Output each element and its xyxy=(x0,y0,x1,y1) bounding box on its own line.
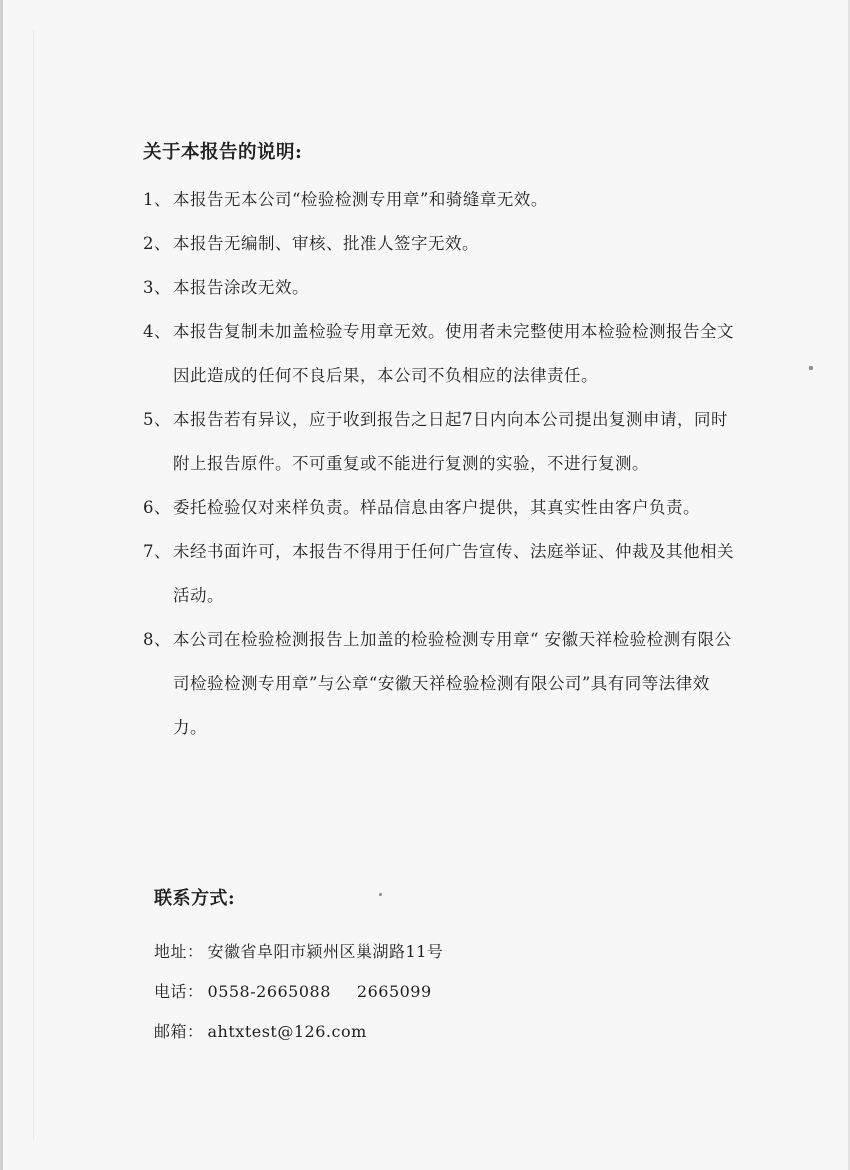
scan-speck xyxy=(809,366,813,370)
phone-label: 电话： xyxy=(154,982,204,1001)
email-value: ahtxtest@126.com xyxy=(207,1022,367,1041)
note-number: 3、 xyxy=(143,278,171,297)
contact-heading: 联系方式: xyxy=(154,888,236,909)
note-text: 委托检验仅对来样负责。样品信息由客户提供，其真实性由客户负责。 xyxy=(173,498,700,517)
note-text: 未经书面许可，本报告不得用于任何广告宣传、法庭举证、仲裁及其他相关活动。 xyxy=(173,542,734,605)
note-item-2 xyxy=(143,222,743,266)
note-item-7 xyxy=(143,530,743,618)
contact-email xyxy=(154,1012,443,1052)
note-number: 4、 xyxy=(143,322,171,341)
note-item-1 xyxy=(143,178,743,222)
note-item-6 xyxy=(143,486,743,530)
note-number: 8、 xyxy=(143,630,171,649)
note-text: 本报告无编制、审核、批准人签字无效。 xyxy=(173,234,479,253)
notes-list xyxy=(143,178,743,750)
contact-phone xyxy=(154,972,443,1012)
contact-list xyxy=(154,932,443,1052)
notes-heading: 关于本报告的说明: xyxy=(143,142,303,163)
note-item-3 xyxy=(143,266,743,310)
note-text: 本公司在检验检测报告上加盖的检验检测专用章“ 安徽天祥检验检测有限公司检验检测专用章”与公章“安徽天祥检验检测有限公司”具有同等法律效力。 xyxy=(173,630,732,737)
note-item-8 xyxy=(143,618,743,750)
phone-value-2: 2665099 xyxy=(356,982,432,1001)
note-item-4 xyxy=(143,310,743,398)
note-number: 5、 xyxy=(143,410,171,429)
note-number: 1、 xyxy=(143,190,171,209)
note-number: 2、 xyxy=(143,234,171,253)
note-item-5 xyxy=(143,398,743,486)
email-label: 邮箱： xyxy=(154,1022,204,1041)
note-text: 本报告复制未加盖检验专用章无效。使用者未完整使用本检验检测报告全文因此造成的任何不良后果，本公司不负相应的法律责任。 xyxy=(173,322,734,385)
scan-speck xyxy=(379,893,382,896)
page-fold-line xyxy=(33,30,34,1140)
address-value: 安徽省阜阳市颍州区巢湖路11号 xyxy=(207,942,444,961)
note-number: 7、 xyxy=(143,542,171,561)
note-text: 本报告无本公司“检验检测专用章”和骑缝章无效。 xyxy=(173,190,548,209)
address-label: 地址： xyxy=(154,942,204,961)
note-text: 本报告涂改无效。 xyxy=(173,278,309,297)
note-text: 本报告若有异议，应于收到报告之日起7日内向本公司提出复测申请，同时附上报告原件。不可重复或不能进行复测的实验，不进行复测。 xyxy=(173,410,728,473)
note-number: 6、 xyxy=(143,498,171,517)
phone-value-1: 0558-2665088 xyxy=(207,982,331,1001)
contact-address xyxy=(154,932,443,972)
